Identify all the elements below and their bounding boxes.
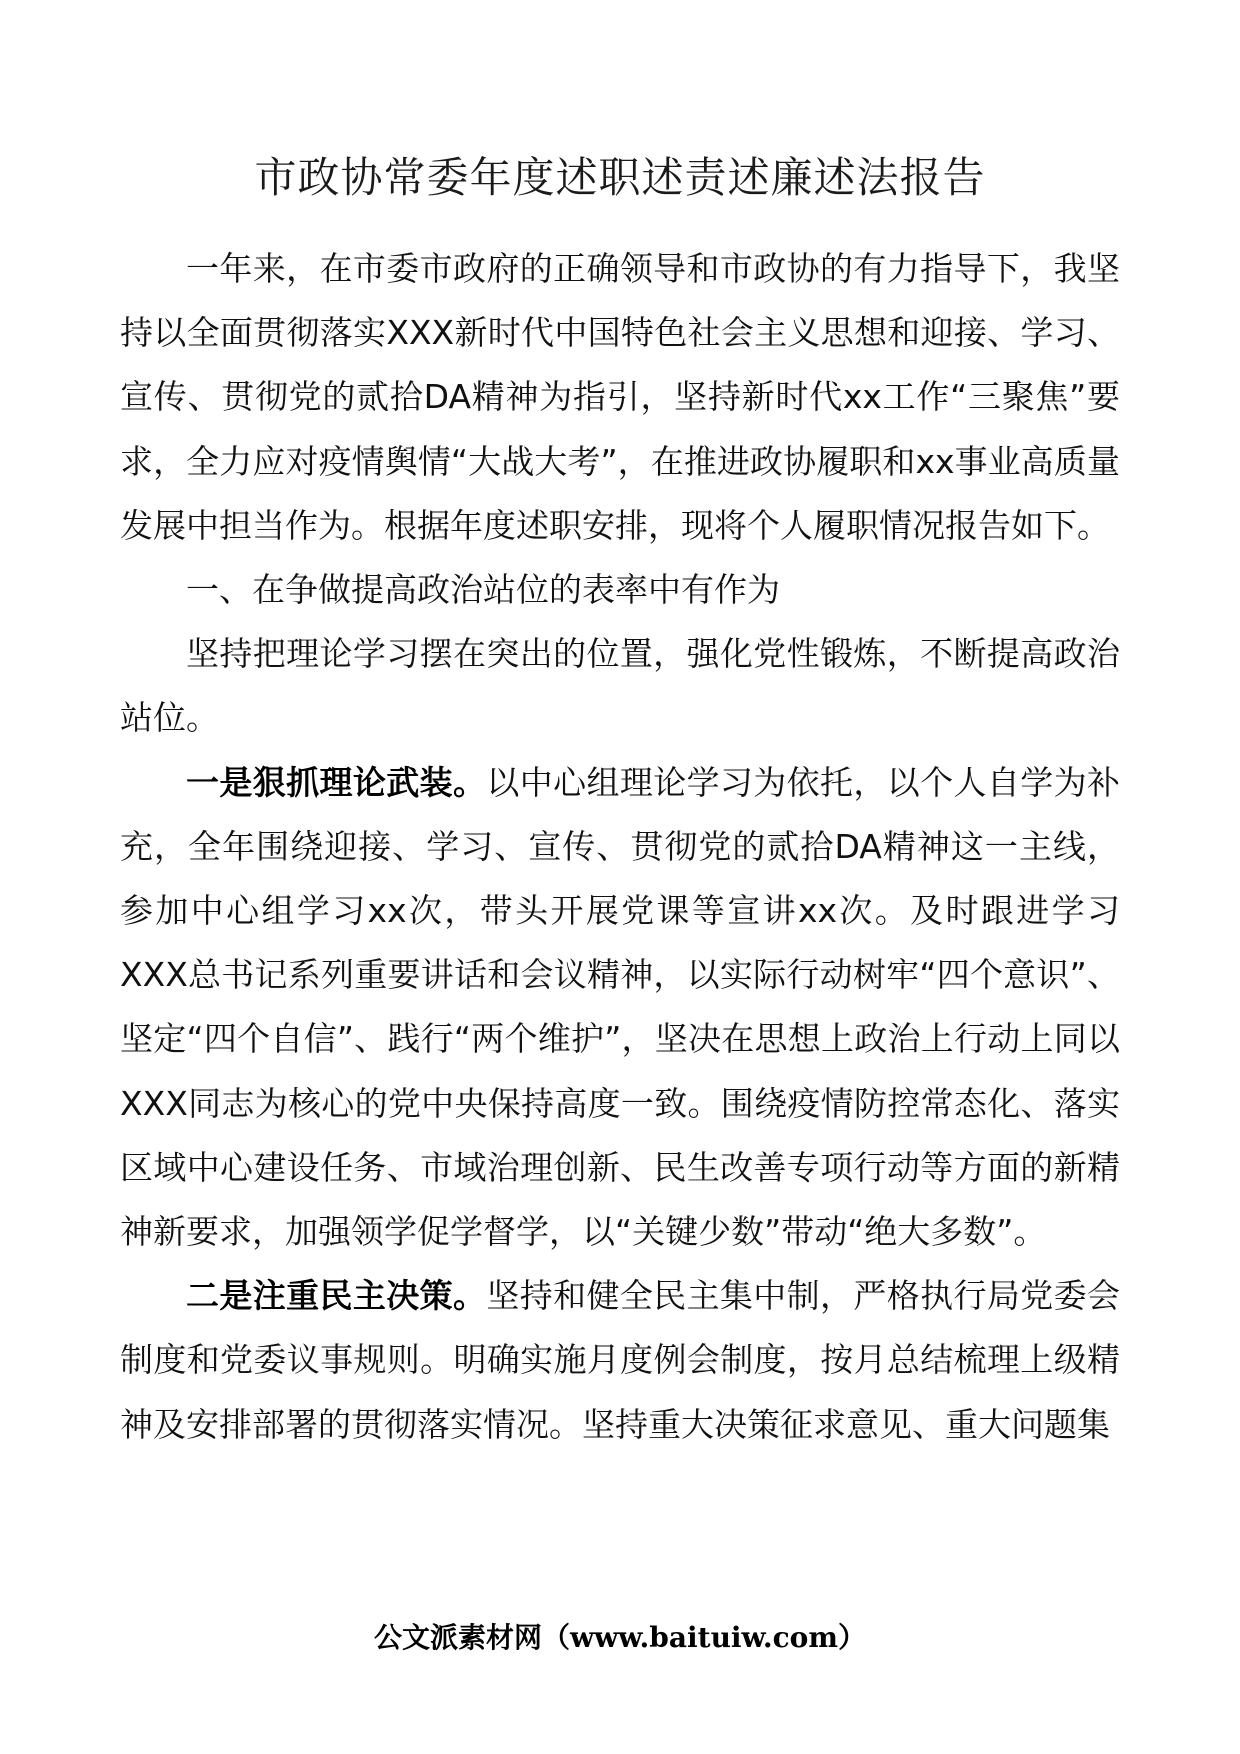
paragraph-text: 一年来，在市委市政府的正确领导和市政协的有力指导下，我坚持以全面贯彻落实XXX新时代中国特色社会主义思想和迎接、学习、宣传、贯彻党的贰拾DA精神为指引，坚持新时代xx工作“三聚焦”要求，全力应对疫情舆情“大战大考”，在推进政协履职和xx事业高质量发展中担当作为。根据年度述职安排，现将个人履职情况报告如下。 xyxy=(120,249,1120,545)
paragraph-lead: 二是注重民主决策。 xyxy=(186,1276,487,1316)
paragraph-point-1 xyxy=(120,751,1120,1265)
paragraph-text: 以中心组理论学习为依托，以个人自学为补充，全年围绕迎接、学习、宣传、贯彻党的贰拾DA精神这一主线，参加中心组学习xx次，带头开展党课等宣讲xx次。及时跟进学习XXX总书记系列重要讲话和会议精神，以实际行动树牢“四个意识”、坚定“四个自信”、践行“两个维护”，坚决在思想上政治上行动上同以XXX同志为核心的党中央保持高度一致。围绕疫情防控常态化、落实区域中心建设任务、市域治理创新、民生改善专项行动等方面的新精神新要求，加强领学促学督学，以“关键少数”带动“绝大多数”。 xyxy=(120,762,1121,1252)
footer-watermark: 公文派素材网（www.baituiw.com） xyxy=(374,1621,866,1654)
section-heading xyxy=(120,558,1120,622)
paragraph-lead: 一是狠抓理论武装。 xyxy=(186,762,487,802)
document-body xyxy=(120,237,1120,1457)
paragraph-text: 坚持把理论学习摆在突出的位置，强化党性锻炼，不断提高政治站位。 xyxy=(120,634,1120,738)
paragraph-intro xyxy=(120,237,1120,558)
section-heading-text: 一、在争做提高政治站位的表率中有作为 xyxy=(186,570,780,610)
paragraph-point-2 xyxy=(120,1264,1120,1457)
page-title: 市政协常委年度述职述责述廉述法报告 xyxy=(254,153,986,202)
paragraph-text: 坚持和健全民主集中制，严格执行局党委会制度和党委议事规则。明确实施月度例会制度，按月总结梳理上级精神及安排部署的贯彻落实情况。坚持重大决策征求意见、重大问题集 xyxy=(120,1276,1121,1444)
paragraph-summary xyxy=(120,622,1120,750)
